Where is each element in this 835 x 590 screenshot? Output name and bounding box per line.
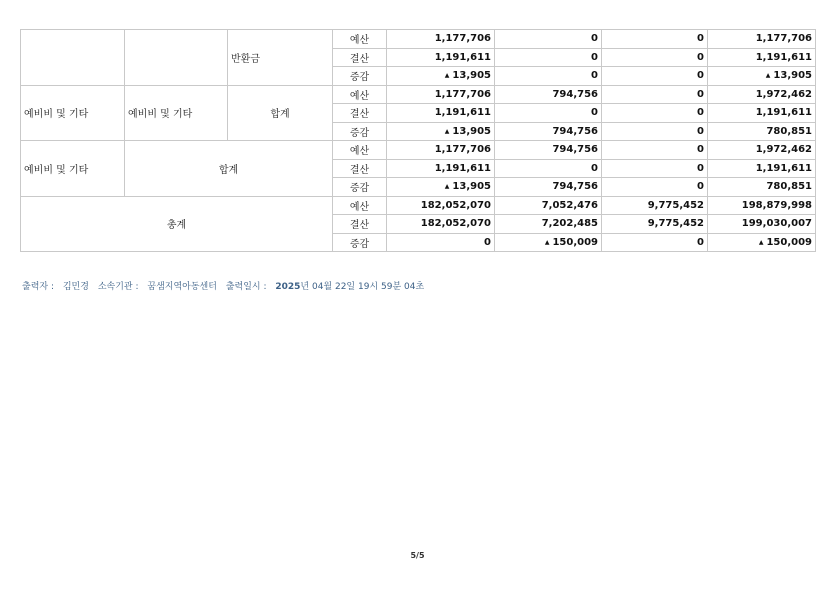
amount-cell	[602, 159, 708, 178]
table-row	[21, 30, 816, 49]
amount-value: 9,775,452	[647, 218, 704, 230]
amount-value: 780,851	[766, 125, 812, 137]
empty-cell	[21, 30, 125, 86]
amount-value: 13,905	[452, 70, 491, 82]
amount-value: 0	[697, 236, 704, 248]
amount-cell	[387, 215, 495, 234]
amount-cell	[708, 178, 816, 197]
amount-cell	[387, 122, 495, 141]
amount-cell	[708, 159, 816, 178]
kind-cell: 예산	[333, 30, 387, 49]
amount-cell	[708, 30, 816, 49]
amount-cell	[495, 159, 602, 178]
amount-value: 9,775,452	[647, 199, 704, 211]
amount-value: 13,905	[773, 70, 812, 82]
triangle-up-icon: ▲	[444, 127, 450, 135]
print-datetime: 년 04월 22일 19시 59분 04초	[300, 282, 425, 292]
amount-value: 1,972,462	[755, 144, 812, 156]
amount-value: 0	[697, 51, 704, 63]
amount-cell	[387, 30, 495, 49]
kind-cell: 예산	[333, 85, 387, 104]
amount-value: 198,879,998	[741, 199, 812, 211]
amount-value: 0	[697, 88, 704, 100]
amount-value: 1,191,611	[434, 51, 491, 63]
amount-value: 1,191,611	[755, 162, 812, 174]
amount-value: 0	[697, 144, 704, 156]
triangle-up-icon: ▲	[544, 238, 550, 246]
printer-label: 출력자 :	[22, 282, 54, 292]
amount-cell	[708, 122, 816, 141]
amount-value: 13,905	[452, 125, 491, 137]
amount-cell	[495, 122, 602, 141]
amount-value: 780,851	[766, 181, 812, 193]
amount-value: 182,052,070	[420, 218, 491, 230]
budget-settlement-table	[20, 29, 816, 252]
amount-value: 1,191,611	[755, 107, 812, 119]
amount-cell	[602, 178, 708, 197]
amount-cell	[387, 85, 495, 104]
printer-name: 김민경	[62, 282, 89, 292]
amount-cell	[387, 196, 495, 215]
amount-value: 794,756	[552, 181, 598, 193]
amount-value: 794,756	[552, 88, 598, 100]
grand-total-label: 총계	[21, 196, 333, 252]
amount-value: 182,052,070	[420, 199, 491, 211]
amount-value: 0	[591, 70, 598, 82]
amount-cell	[495, 48, 602, 67]
org-name: 꿈샘지역아동센터	[147, 282, 217, 292]
amount-cell	[387, 159, 495, 178]
amount-value: 1,177,706	[755, 33, 812, 45]
amount-cell	[495, 233, 602, 252]
amount-cell	[602, 215, 708, 234]
category-label: 반환금	[228, 30, 333, 86]
org-label: 소속기관 :	[97, 282, 139, 292]
total-label: 합계	[125, 141, 333, 197]
amount-cell	[708, 48, 816, 67]
amount-value: 1,191,611	[434, 162, 491, 174]
kind-cell: 증감	[333, 178, 387, 197]
page-number: 5/5	[410, 551, 425, 560]
amount-cell	[495, 67, 602, 86]
triangle-up-icon: ▲	[444, 183, 450, 191]
amount-cell	[602, 85, 708, 104]
amount-cell	[602, 48, 708, 67]
amount-cell	[708, 104, 816, 123]
amount-cell	[387, 104, 495, 123]
kind-cell: 결산	[333, 215, 387, 234]
amount-value: 0	[697, 125, 704, 137]
amount-cell	[602, 196, 708, 215]
amount-cell	[495, 196, 602, 215]
amount-cell	[387, 67, 495, 86]
amount-value: 0	[697, 33, 704, 45]
amount-cell	[387, 141, 495, 160]
amount-cell	[602, 141, 708, 160]
amount-cell	[602, 30, 708, 49]
amount-cell	[602, 67, 708, 86]
section-label: 예비비 및 기타	[21, 85, 125, 141]
section-label: 예비비 및 기타	[21, 141, 125, 197]
amount-value: 199,030,007	[741, 218, 812, 230]
amount-cell	[708, 233, 816, 252]
amount-cell	[708, 141, 816, 160]
kind-cell: 결산	[333, 104, 387, 123]
amount-cell	[387, 233, 495, 252]
amount-value: 1,177,706	[434, 144, 491, 156]
amount-cell	[495, 104, 602, 123]
amount-value: 1,191,611	[434, 107, 491, 119]
amount-cell	[708, 215, 816, 234]
amount-value: 0	[591, 107, 598, 119]
kind-cell: 증감	[333, 67, 387, 86]
amount-value: 0	[591, 33, 598, 45]
amount-value: 150,009	[552, 236, 598, 248]
print-year: 2025	[275, 282, 301, 292]
table-row	[21, 196, 816, 215]
amount-cell	[495, 85, 602, 104]
amount-value: 0	[697, 107, 704, 119]
amount-cell	[602, 233, 708, 252]
amount-value: 1,177,706	[434, 33, 491, 45]
amount-value: 0	[697, 162, 704, 174]
amount-value: 0	[697, 181, 704, 193]
total-label: 합계	[228, 85, 333, 141]
empty-cell	[125, 30, 228, 86]
kind-cell: 예산	[333, 196, 387, 215]
amount-value: 13,905	[452, 181, 491, 193]
amount-cell	[387, 48, 495, 67]
amount-cell	[495, 178, 602, 197]
amount-value: 7,202,485	[541, 218, 598, 230]
triangle-up-icon: ▲	[765, 72, 771, 80]
amount-cell	[708, 196, 816, 215]
amount-value: 0	[697, 70, 704, 82]
amount-cell	[602, 122, 708, 141]
amount-cell	[387, 178, 495, 197]
amount-value: 1,177,706	[434, 88, 491, 100]
amount-value: 1,972,462	[755, 88, 812, 100]
subsection-label: 예비비 및 기타	[125, 85, 228, 141]
kind-cell: 결산	[333, 159, 387, 178]
amount-cell	[708, 85, 816, 104]
amount-cell	[495, 215, 602, 234]
amount-cell	[602, 104, 708, 123]
kind-cell: 예산	[333, 141, 387, 160]
amount-cell	[495, 141, 602, 160]
amount-cell	[708, 67, 816, 86]
kind-cell: 증감	[333, 233, 387, 252]
amount-value: 0	[484, 236, 491, 248]
table-row	[21, 141, 816, 160]
amount-value: 0	[591, 162, 598, 174]
amount-value: 1,191,611	[755, 51, 812, 63]
amount-value: 794,756	[552, 144, 598, 156]
amount-value: 794,756	[552, 125, 598, 137]
triangle-up-icon: ▲	[444, 72, 450, 80]
amount-value: 0	[591, 51, 598, 63]
print-info	[22, 279, 430, 292]
amount-cell	[495, 30, 602, 49]
amount-value: 150,009	[766, 236, 812, 248]
amount-value: 7,052,476	[541, 199, 598, 211]
kind-cell: 증감	[333, 122, 387, 141]
kind-cell: 결산	[333, 48, 387, 67]
triangle-up-icon: ▲	[758, 238, 764, 246]
table-row	[21, 85, 816, 104]
datetime-label: 출력일시 :	[225, 282, 267, 292]
